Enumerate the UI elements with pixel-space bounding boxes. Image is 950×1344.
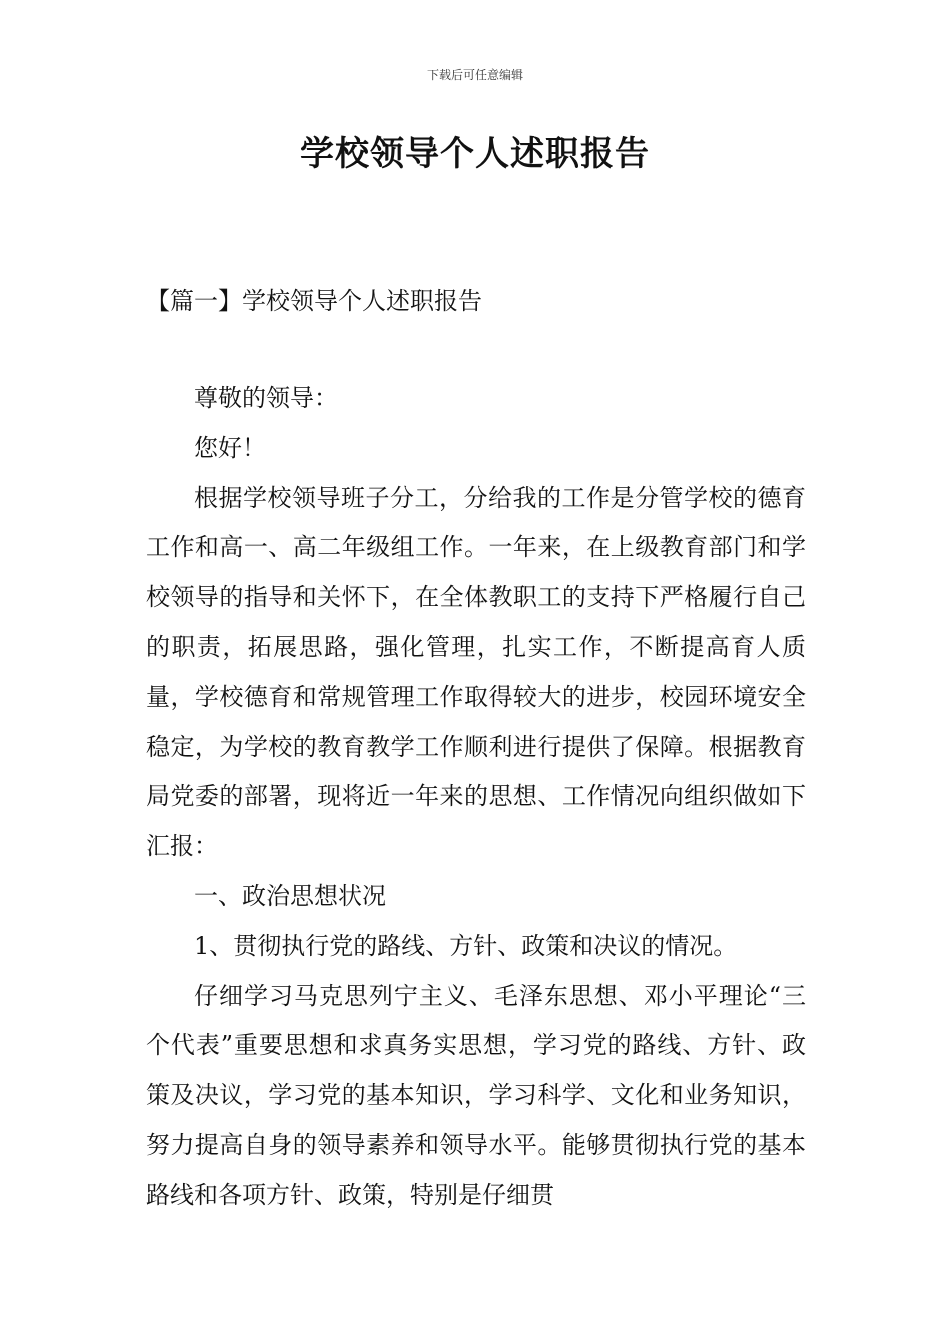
subheading-policy-execution: 1、贯彻执行党的路线、方针、政策和决议的情况。 (194, 931, 738, 960)
paragraph-intro: 根据学校领导班子分工，分给我的工作是分管学校的德育工作和高一、高二年级组工作。一年来，在上级教育部门和学校领导的指导和关怀下，在全体教职工的支持下严格履行自己的职责，拓展思路，强化管理，扎实工作，不断提高育人质量，学校德育和常规管理工作取得较大的进步，校园环境安全稳定，为学校的教育教学工作顺利进行提供了保障。根据教育局党委的部署，现将近一年来的思想、工作情况向组织做如下汇报： (146, 483, 806, 861)
document-body (146, 374, 806, 1221)
subheading-political-status: 一、政治思想状况 (194, 881, 386, 910)
salutation: 尊敬的领导： (194, 384, 338, 412)
paragraph-study: 仔细学习马克思列宁主义、毛泽东思想、邓小平理论“三个代表”重要思想和求真务实思想，学习党的路线、方针、政策及决议，学习党的基本知识，学习科学、文化和业务知识，努力提高自身的领导素养和领导水平。能够贯彻执行党的基本路线和各项方针、政策，特别是仔细贯 (146, 981, 806, 1209)
document-title: 学校领导个人述职报告 (300, 134, 650, 174)
greeting: 您好！ (194, 433, 266, 462)
header-note: 下载后可任意编辑 (426, 68, 523, 82)
section-heading: 【篇一】学校领导个人述职报告 (146, 287, 482, 315)
